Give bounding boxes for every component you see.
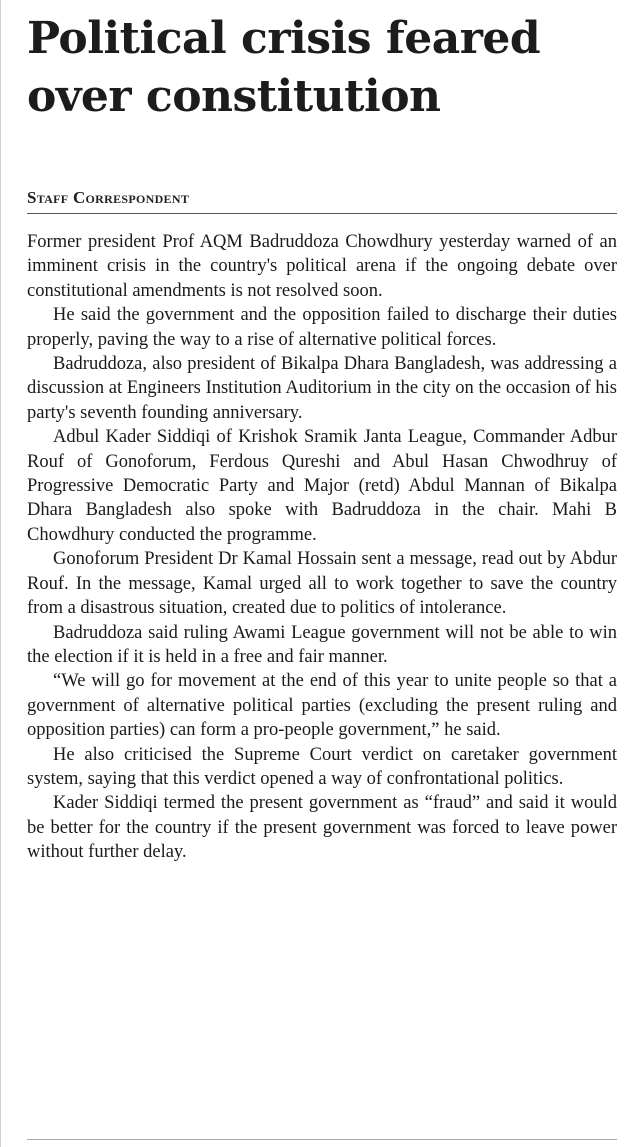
byline: Staff Correspondent (27, 188, 190, 207)
paragraph: Kader Siddiqi termed the present government as “fraud” and said it would be better for the country if the present government was forced to leave power without further delay. (27, 793, 617, 863)
paragraph: Badruddoza said ruling Awami League government will not be able to win the election if it is held in a free and fair manner. (27, 622, 617, 667)
paragraph: He also criticised the Supreme Court verdict on caretaker government system, saying that this verdict opened a way of confrontational politics. (27, 744, 617, 789)
paragraph: Gonoforum President Dr Kamal Hossain sent a message, read out by Abdur Rouf. In the message, Kamal urged all to work together to save the country from a disastrous situation, created due to politics of intolerance. (27, 549, 617, 619)
headline: Political crisis feared over constitution (27, 13, 541, 122)
paragraph: Badruddoza, also president of Bikalpa Dhara Bangladesh, was addressing a discussion at Engineers Institution Auditorium in the city on the occasion of his party's seventh founding anniversary. (27, 354, 617, 423)
paragraph: He said the government and the opposition failed to discharge their duties properly, paving the way to a rise of alternative political forces. (27, 305, 617, 350)
paragraph: “We will go for movement at the end of this year to unite people so that a government of alternative political parties (excluding the present ruling and opposition parties) can form a pro-people government,” he said. (27, 671, 617, 741)
article-body (27, 230, 617, 865)
paragraph: Former president Prof AQM Badruddoza Chowdhury yesterday warned of an imminent crisis in the country's political arena if the ongoing debate over constitutional amendments is not resolved soon. (27, 232, 617, 301)
byline-divider (27, 213, 617, 214)
paragraph: Adbul Kader Siddiqi of Krishok Sramik Janta League, Commander Adbur Rouf of Gonoforum, Ferdous Qureshi and Abul Hasan Chwodhruy of Progressive Democratic Party and Major (retd) Abdul Mannan of Bikalpa Dhara Bangladesh also spoke with Badruddoza in the chair. Mahi B Chowdhury conducted the programme. (27, 427, 617, 545)
bottom-divider (27, 1139, 617, 1140)
